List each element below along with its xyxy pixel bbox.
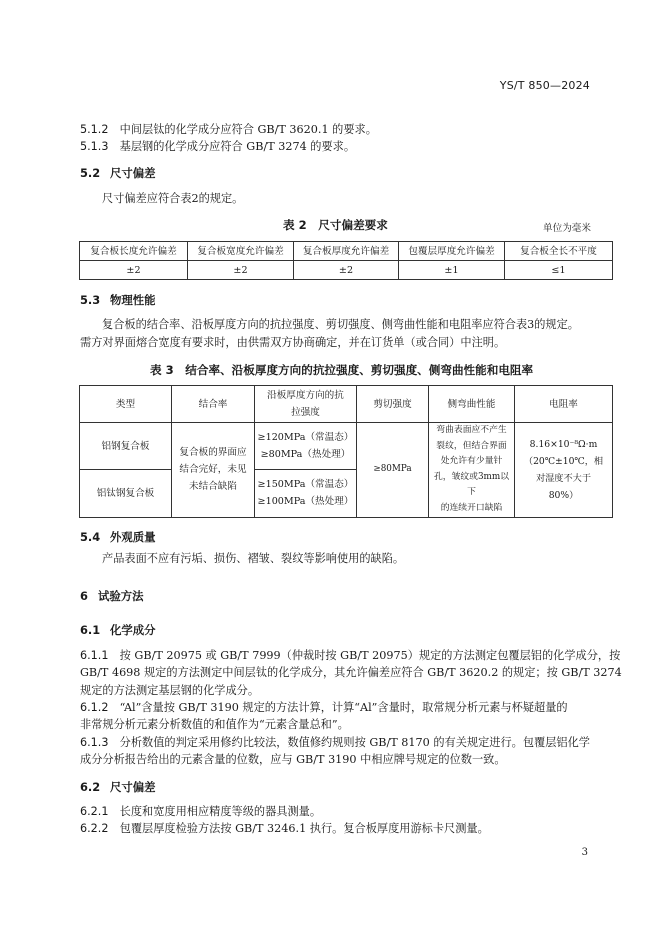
header-cell: 剪切强度 <box>357 386 429 423</box>
clause-6-1-3 <box>80 736 590 750</box>
page-number: 3 <box>581 847 588 858</box>
heading-6 <box>80 588 144 604</box>
heading-title: 化学成分 <box>110 623 156 637</box>
table3 <box>79 385 613 518</box>
cell-line: ≥120MPa（常温态） <box>257 432 354 444</box>
clause-text: 按 GB/T 20975 或 GB/T 7999（仲裁时按 GB/T 20975）规定的方法测定包覆层铝的化学成分，按 <box>119 649 621 662</box>
clause-5-1-3 <box>80 140 355 154</box>
heading-title: 尺寸偏差 <box>110 166 156 180</box>
paragraph: 尺寸偏差应符合表2的规定。 <box>102 192 244 205</box>
paragraph: 非常规分析元素分析数值的和值作为“元素含量总和”。 <box>80 718 349 731</box>
heading-title: 尺寸偏差 <box>110 780 156 794</box>
heading-number: 6.1 <box>80 623 101 637</box>
header-cell <box>255 386 357 423</box>
table3-caption: 表 3 结合率、沿板厚度方向的抗拉强度、剪切强度、侧弯曲性能和电阻率 <box>150 363 534 377</box>
clause-number: 6.1.2 <box>80 701 109 714</box>
cell-line: ≥100MPa（热处理） <box>257 496 354 508</box>
heading-title: 试验方法 <box>98 589 144 603</box>
clause-text: 长度和宽度用相应精度等级的器具测量。 <box>119 805 322 818</box>
table2 <box>79 241 613 280</box>
cell-line: 裂纹，但结合界面 <box>436 440 507 451</box>
cell-line: ≥150MPa（常温态） <box>257 479 354 491</box>
header-cell: 类型 <box>80 386 172 423</box>
cell-line: 弯曲表面应不产生 <box>436 425 507 435</box>
clause-text: 中间层钛的化学成分应符合 GB/T 3620.1 的要求。 <box>119 123 377 136</box>
clause-5-1-2 <box>80 123 377 137</box>
clause-6-1-1 <box>80 649 620 663</box>
heading-6-2 <box>80 779 156 795</box>
header-line: 沿板厚度方向的抗 <box>267 390 344 401</box>
clause-6-1-2 <box>80 701 568 715</box>
header-line: 拉强度 <box>291 407 320 418</box>
table-cell: ±1 <box>399 261 505 280</box>
paragraph: 复合板的结合率、沿板厚度方向的抗拉强度、剪切强度、侧弯曲性能和电阻率应符合表3的规定。 <box>102 318 579 331</box>
header-cell: 包覆层厚度允许偏差 <box>399 242 505 261</box>
clause-number: 6.1.3 <box>80 736 109 749</box>
header-cell: 复合板长度允许偏差 <box>80 242 188 261</box>
clause-text: “Al”含量按 GB/T 3190 规定的方法计算，计算“Al”含量时，取常规分析元素与杯疑超量的 <box>119 701 568 714</box>
paragraph: GB/T 4698 规定的方法测定中间层钛的化学成分，其允许偏差应符合 GB/T 3620.2 的规定；按 GB/T 3274 <box>80 666 622 679</box>
heading-number: 6.2 <box>80 780 101 794</box>
heading-title: 外观质量 <box>110 530 156 544</box>
heading-number: 5.3 <box>80 293 101 307</box>
heading-number: 5.4 <box>80 530 101 544</box>
cell-line: 80%） <box>548 489 579 501</box>
header-cell: 结合率 <box>172 386 255 423</box>
paragraph: 需方对界面熔合宽度有要求时，由供需双方协商确定，并在订货单（或合同）中注明。 <box>80 336 506 349</box>
heading-5-2 <box>80 165 156 181</box>
clause-text: 分析数值的判定采用修约比较法，数值修约规则按 GB/T 8170 的有关规定进行。包覆层铝化学 <box>119 736 590 749</box>
clause-number: 5.1.2 <box>80 123 109 136</box>
cell-line: 孔，皱纹或3mm以下 <box>433 471 510 498</box>
heading-5-3 <box>80 292 156 308</box>
clause-6-2-1 <box>80 805 321 819</box>
table-cell: ±2 <box>80 261 188 280</box>
table-row <box>80 423 613 470</box>
cell-line: 结合完好，未见 <box>179 464 247 476</box>
clause-text: 包覆层厚度检验方法按 GB/T 3246.1 执行。复合板厚度用游标卡尺测量。 <box>119 822 489 835</box>
clause-text: 基层钢的化学成分应符合 GB/T 3274 的要求。 <box>119 140 356 153</box>
paragraph: 产品表面不应有污垢、损伤、褶皱、裂纹等影响使用的缺陷。 <box>102 552 405 565</box>
cell-line: 对湿度不大于 <box>535 472 592 484</box>
clause-number: 6.2.1 <box>80 805 109 818</box>
heading-number: 6 <box>80 589 88 603</box>
bend-cell <box>429 423 515 518</box>
header-cell: 复合板厚度允许偏差 <box>294 242 399 261</box>
header-cell: 复合板宽度允许偏差 <box>188 242 294 261</box>
cell-line: 复合板的界面应 <box>179 447 247 459</box>
tensile-cell <box>255 423 357 470</box>
tensile-cell <box>255 470 357 517</box>
bond-cell <box>172 423 255 518</box>
clause-number: 6.2.2 <box>80 822 109 835</box>
type-cell: 铝钛钢复合板 <box>80 470 172 517</box>
cell-line: 处允许有少量针 <box>440 456 503 467</box>
table-cell: ≤1 <box>505 261 613 280</box>
type-cell: 铝钢复合板 <box>80 423 172 470</box>
cell-line: ≥80MPa（热处理） <box>260 449 351 461</box>
clause-number: 6.1.1 <box>80 649 109 662</box>
heading-5-4 <box>80 529 156 545</box>
heading-number: 5.2 <box>80 166 101 180</box>
header-cell: 电阻率 <box>515 386 613 423</box>
shear-cell: ≥80MPa <box>357 423 429 518</box>
table-cell: ±2 <box>188 261 294 280</box>
clause-6-2-2 <box>80 822 489 836</box>
table-header-row <box>80 242 613 261</box>
paragraph: 成分分析报告给出的元素含量的位数，应与 GB/T 3190 中相应牌号规定的位数一致。 <box>80 753 506 766</box>
clause-number: 5.1.3 <box>80 140 109 153</box>
cell-line: 的连续开口缺陷 <box>440 502 503 513</box>
heading-title: 物理性能 <box>110 293 156 307</box>
cell-line: 8.16×10⁻⁸Ω·m <box>529 438 598 450</box>
table-row <box>80 261 613 280</box>
heading-6-1 <box>80 622 156 638</box>
table2-unit: 单位为毫米 <box>543 223 591 234</box>
table-header-row <box>80 386 613 423</box>
paragraph: 规定的方法测定基层钢的化学成分。 <box>80 684 260 697</box>
standard-code: YS/T 850—2024 <box>499 79 590 92</box>
header-cell: 侧弯曲性能 <box>429 386 515 423</box>
cell-line: 未结合缺陷 <box>189 481 237 493</box>
resistivity-cell <box>515 423 613 518</box>
table-cell: ±2 <box>294 261 399 280</box>
cell-line: （20℃±10℃，相 <box>523 455 604 467</box>
table2-caption: 表 2 尺寸偏差要求 <box>283 218 388 232</box>
header-cell: 复合板全长不平度 <box>505 242 613 261</box>
